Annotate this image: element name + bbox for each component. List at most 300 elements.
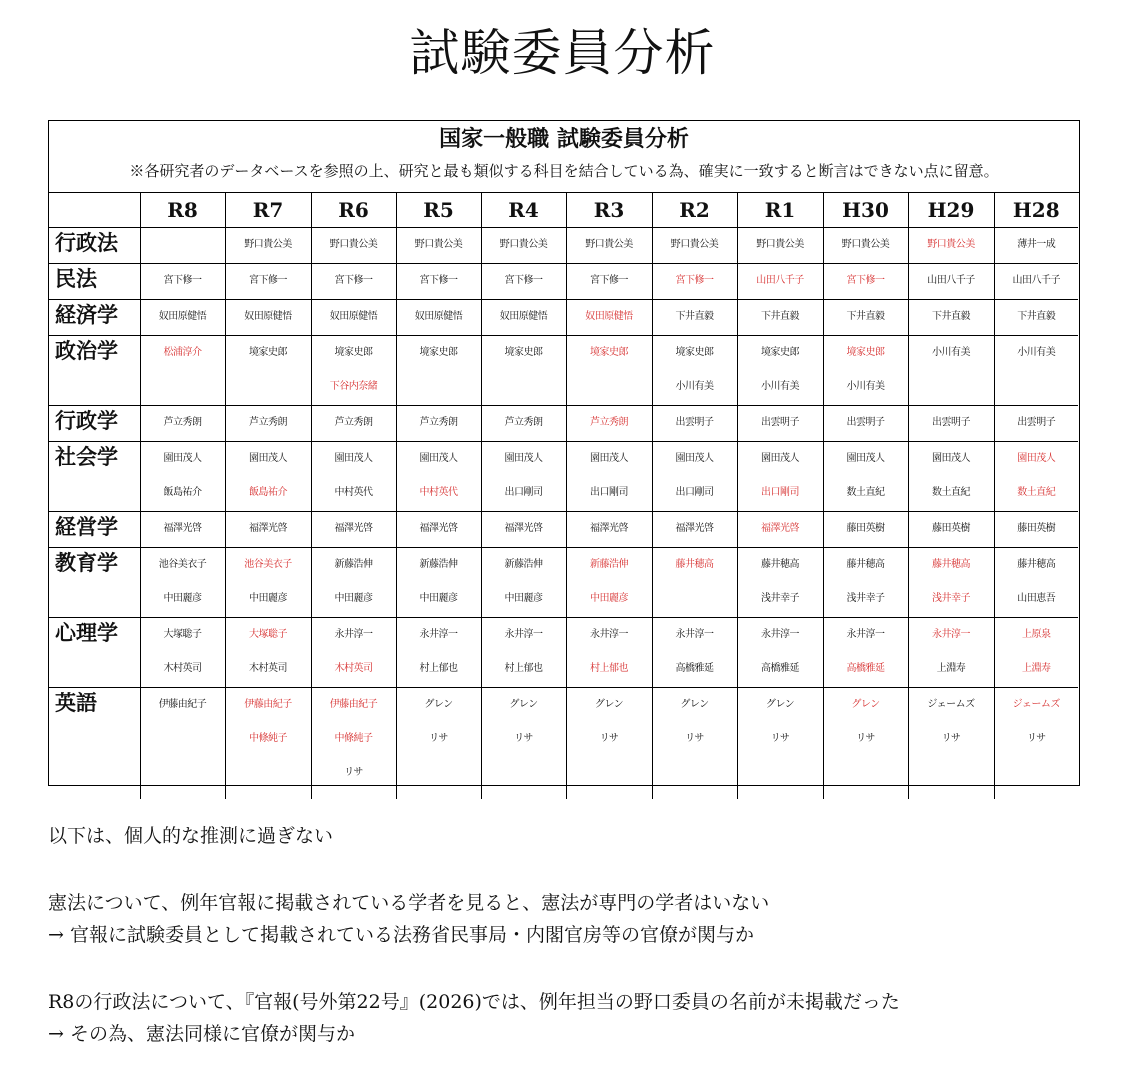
examiner-cell <box>737 688 823 800</box>
examiner-name-highlighted: 奴田原健悟 <box>585 311 633 322</box>
examiner-name: 永井淳一 <box>675 629 714 640</box>
examiner-name: 境家史郎 <box>761 347 799 358</box>
examiner-cell <box>823 688 908 800</box>
examiner-name-highlighted: グレン <box>851 699 880 710</box>
subject-label: 行政学 <box>49 406 140 442</box>
examiner-cell <box>481 228 566 264</box>
subject-row <box>49 300 1078 336</box>
examiner-name: 宮下修一 <box>163 275 202 286</box>
examiner-name: 小川有美 <box>1017 347 1056 358</box>
year-header: H29 <box>908 193 994 228</box>
examiner-name-highlighted: 浅井幸子 <box>932 593 970 604</box>
examiner-cell <box>140 618 225 688</box>
subject-row <box>49 442 1078 512</box>
examiner-name: 園田茂人 <box>590 453 628 464</box>
examiner-cell <box>566 512 652 548</box>
year-header: R8 <box>140 193 225 228</box>
examiner-name: 村上郁也 <box>504 663 543 674</box>
examiner-name: 野口貴公美 <box>244 239 292 250</box>
examiner-table <box>49 193 1078 799</box>
examiner-cell <box>140 336 225 406</box>
examiner-name: グレン <box>509 699 538 710</box>
commentary-line-3: → 官報に試験委員として掲載されている法務省民事局・内閣官房等の官僚が関与か <box>48 924 754 946</box>
subject-row <box>49 228 1078 264</box>
examiner-cell <box>311 442 396 512</box>
examiner-cell <box>481 688 566 800</box>
examiner-cell <box>481 512 566 548</box>
examiner-name-highlighted: 園田茂人 <box>1017 453 1056 464</box>
examiner-cell <box>823 406 908 442</box>
panel-disclaimer: ※各研究者のデータベースを参照の上、研究と最も類似する科目を結合している為、確実に一致すると断言はできない点に留意。 <box>129 162 999 180</box>
examiner-name: 中田麗彦 <box>249 593 287 604</box>
examiner-name-highlighted: 永井淳一 <box>932 629 970 640</box>
examiner-name: 高橋雅延 <box>761 663 799 674</box>
examiner-cell <box>823 300 908 336</box>
examiner-name-highlighted: 下谷内奈緒 <box>329 381 378 392</box>
examiner-name: 園田茂人 <box>163 453 202 464</box>
examiner-name: リサ <box>429 733 448 744</box>
subject-label: 経営学 <box>49 512 140 548</box>
examiner-name: リサ <box>599 733 619 744</box>
commentary-line-1: 以下は、個人的な推測に過ぎない <box>48 825 334 847</box>
examiner-cell <box>994 228 1078 264</box>
examiner-name: 園田茂人 <box>419 453 458 464</box>
examiner-cell <box>396 688 481 800</box>
examiner-name-highlighted: 高橋雅延 <box>846 663 885 674</box>
examiner-cell <box>994 406 1078 442</box>
examiner-cell <box>737 548 823 618</box>
examiner-name: グレン <box>424 699 453 710</box>
examiner-cell <box>311 228 396 264</box>
examiner-cell <box>311 512 396 548</box>
examiner-cell <box>823 512 908 548</box>
examiner-name: リサ <box>856 733 875 744</box>
panel-header <box>49 121 1079 193</box>
examiner-name: 福澤光啓 <box>249 523 287 534</box>
subject-row <box>49 688 1078 800</box>
subject-label: 経済学 <box>49 300 140 336</box>
examiner-cell <box>311 548 396 618</box>
examiner-name: 高橋雅延 <box>675 663 714 674</box>
examiner-cell <box>823 618 908 688</box>
examiner-name-highlighted: 芦立秀朗 <box>590 417 628 428</box>
examiner-name: 出雲明子 <box>846 417 885 428</box>
examiner-cell <box>823 228 908 264</box>
examiner-cell <box>225 442 311 512</box>
examiner-name: 下井直毅 <box>846 311 885 322</box>
examiner-name: 飯島祐介 <box>163 487 202 498</box>
examiner-name-highlighted: 村上郁也 <box>590 663 628 674</box>
examiner-cell <box>994 688 1078 800</box>
examiner-cell <box>652 228 737 264</box>
examiner-name: 永井淳一 <box>761 629 799 640</box>
examiner-name: 藤井穂高 <box>761 559 799 570</box>
examiner-cell <box>140 228 225 264</box>
examiner-name: リサ <box>685 733 704 744</box>
examiner-name-highlighted: 野口貴公美 <box>927 239 975 250</box>
examiner-name: リサ <box>770 733 790 744</box>
examiner-name-highlighted: 伊藤由紀子 <box>244 699 292 710</box>
examiner-name: 池谷美衣子 <box>158 559 207 570</box>
examiner-name: 奴田原健悟 <box>414 311 463 322</box>
examiner-cell <box>396 228 481 264</box>
subject-label: 行政法 <box>49 228 140 264</box>
examiner-name: 境家史郎 <box>249 347 287 358</box>
examiner-cell <box>652 300 737 336</box>
commentary <box>48 820 1088 1050</box>
examiner-cell <box>311 688 396 800</box>
commentary-line-4: R8の行政法について、『官報(号外第22号』(2026)では、例年担当の野口委員の名前が未掲載だった <box>48 991 900 1013</box>
examiner-name: 福澤光啓 <box>504 523 543 534</box>
examiner-name-highlighted: 山田八千子 <box>756 275 804 286</box>
examiner-name-highlighted: 上原泉 <box>1022 629 1051 640</box>
examiner-name: 小川有美 <box>761 381 799 392</box>
examiner-name: 浅井幸子 <box>761 593 799 604</box>
examiner-cell <box>908 618 994 688</box>
subject-row <box>49 618 1078 688</box>
subject-row <box>49 512 1078 548</box>
examiner-cell <box>481 336 566 406</box>
examiner-cell <box>481 548 566 618</box>
examiner-name: 下井直毅 <box>675 311 714 322</box>
examiner-name-highlighted: 数土直紀 <box>1017 487 1056 498</box>
examiner-name: 奴田原健悟 <box>244 311 292 322</box>
examiner-name: 新藤浩伸 <box>334 559 373 570</box>
examiner-cell <box>994 300 1078 336</box>
examiner-cell <box>396 442 481 512</box>
examiner-cell <box>908 512 994 548</box>
examiner-name-highlighted: 藤井穂高 <box>675 559 714 570</box>
examiner-cell <box>225 264 311 300</box>
subject-label: 英語 <box>49 688 140 800</box>
examiner-name-highlighted: 中村英代 <box>419 487 458 498</box>
examiner-cell <box>140 512 225 548</box>
examiner-cell <box>737 442 823 512</box>
examiner-cell <box>652 618 737 688</box>
examiner-name: 山田八千子 <box>1012 275 1060 286</box>
examiner-name: 新藤浩伸 <box>504 559 543 570</box>
examiner-cell <box>481 264 566 300</box>
page-title: 試験委員分析 <box>409 24 716 82</box>
examiner-name: 福澤光啓 <box>334 523 373 534</box>
examiner-name: 上淵寿 <box>936 663 966 674</box>
examiner-cell <box>566 406 652 442</box>
examiner-name-highlighted: 上淵寿 <box>1022 663 1051 674</box>
examiner-cell <box>140 406 225 442</box>
examiner-name: 山田恵吾 <box>1017 593 1056 604</box>
examiner-cell <box>737 228 823 264</box>
subject-label: 民法 <box>49 264 140 300</box>
examiner-name: 下井直毅 <box>761 311 799 322</box>
examiner-name-highlighted: 出口剛司 <box>761 487 799 498</box>
examiner-cell <box>908 300 994 336</box>
examiner-name: リサ <box>344 767 363 778</box>
examiner-name: ジェームズ <box>927 699 975 710</box>
examiner-name: 出雲明子 <box>1017 417 1056 428</box>
examiner-cell <box>908 406 994 442</box>
examiner-name: 永井淳一 <box>419 629 458 640</box>
examiner-name: 宮下修一 <box>590 275 628 286</box>
examiner-cell <box>908 228 994 264</box>
commentary-line-2: 憲法について、例年官報に掲載されている学者を見ると、憲法が専門の学者はいない <box>48 892 770 914</box>
examiner-cell <box>908 442 994 512</box>
examiner-cell <box>994 512 1078 548</box>
corner-cell <box>49 193 140 228</box>
examiner-name: 数土直紀 <box>846 487 885 498</box>
examiner-name: 野口貴公美 <box>670 239 719 250</box>
examiner-cell <box>481 406 566 442</box>
examiner-name: 小川有美 <box>675 381 714 392</box>
examiner-cell <box>225 406 311 442</box>
examiner-name-highlighted: 境家史郎 <box>590 347 628 358</box>
year-header: R3 <box>566 193 652 228</box>
subject-label: 政治学 <box>49 336 140 406</box>
examiner-cell <box>396 300 481 336</box>
examiner-name: 永井淳一 <box>334 629 373 640</box>
examiner-cell <box>481 300 566 336</box>
examiner-name: 中田麗彦 <box>334 593 373 604</box>
examiner-name: 奴田原健悟 <box>329 311 378 322</box>
examiner-name: 木村英司 <box>249 663 287 674</box>
examiner-name-highlighted: 木村英司 <box>334 663 373 674</box>
examiner-cell <box>994 618 1078 688</box>
examiner-cell <box>823 336 908 406</box>
examiner-name: 野口貴公美 <box>756 239 804 250</box>
year-header: H30 <box>823 193 908 228</box>
examiner-cell <box>481 618 566 688</box>
examiner-name: 中村英代 <box>334 487 373 498</box>
examiner-name: 永井淳一 <box>846 629 885 640</box>
examiner-name: 藤田英樹 <box>846 523 885 534</box>
examiner-name-highlighted: 境家史郎 <box>846 347 885 358</box>
examiner-name: 境家史郎 <box>419 347 458 358</box>
examiner-cell <box>396 406 481 442</box>
examiner-name-highlighted: 大塚聡子 <box>249 629 287 640</box>
subject-label: 教育学 <box>49 548 140 618</box>
examiner-cell <box>140 548 225 618</box>
examiner-cell <box>994 548 1078 618</box>
examiner-name: 園田茂人 <box>675 453 714 464</box>
examiner-cell <box>396 336 481 406</box>
examiner-cell <box>396 548 481 618</box>
examiner-cell <box>396 264 481 300</box>
examiner-name: 永井淳一 <box>504 629 543 640</box>
examiner-cell <box>994 336 1078 406</box>
examiner-cell <box>652 512 737 548</box>
examiner-cell <box>396 512 481 548</box>
examiner-name: 宮下修一 <box>249 275 287 286</box>
subject-row <box>49 548 1078 618</box>
examiner-name: 境家史郎 <box>675 347 714 358</box>
examiner-cell <box>823 264 908 300</box>
subject-label: 社会学 <box>49 442 140 512</box>
examiner-cell <box>225 548 311 618</box>
examiner-cell <box>823 548 908 618</box>
examiner-name: 野口貴公美 <box>499 239 548 250</box>
examiner-cell <box>311 336 396 406</box>
examiner-name-highlighted: 新藤浩伸 <box>590 559 628 570</box>
examiner-name: 数土直紀 <box>932 487 970 498</box>
examiner-cell <box>823 442 908 512</box>
examiner-cell <box>737 512 823 548</box>
examiner-cell <box>652 336 737 406</box>
examiner-name: 藤田英樹 <box>1017 523 1056 534</box>
examiner-cell <box>737 618 823 688</box>
examiner-cell <box>225 688 311 800</box>
examiner-name: リサ <box>514 733 533 744</box>
examiner-cell <box>140 264 225 300</box>
examiner-name-highlighted: 松浦淳介 <box>163 347 202 358</box>
examiner-name: 境家史郎 <box>334 347 373 358</box>
examiner-cell <box>566 300 652 336</box>
examiner-cell <box>396 618 481 688</box>
examiner-cell <box>566 548 652 618</box>
examiner-name: 境家史郎 <box>504 347 543 358</box>
examiner-cell <box>737 406 823 442</box>
year-header: R5 <box>396 193 481 228</box>
examiner-name: 下井直毅 <box>1017 311 1056 322</box>
examiner-name: 福澤光啓 <box>419 523 458 534</box>
examiner-name-highlighted: 池谷美衣子 <box>244 559 292 570</box>
examiner-name: 野口貴公美 <box>841 239 890 250</box>
examiner-name: 野口貴公美 <box>329 239 378 250</box>
examiner-name: 藤井穂高 <box>846 559 885 570</box>
examiner-cell <box>225 228 311 264</box>
examiner-name-highlighted: 飯島祐介 <box>249 487 287 498</box>
year-header: R4 <box>481 193 566 228</box>
examiner-name: 出口剛司 <box>675 487 714 498</box>
examiner-cell <box>652 548 737 618</box>
year-header-row <box>49 193 1078 228</box>
examiner-name-highlighted: 宮下修一 <box>675 275 714 286</box>
examiner-cell <box>140 442 225 512</box>
examiner-cell <box>908 336 994 406</box>
year-header: R7 <box>225 193 311 228</box>
examiner-name: 永井淳一 <box>590 629 628 640</box>
subject-label: 心理学 <box>49 618 140 688</box>
examiner-name: 伊藤由紀子 <box>158 699 207 710</box>
examiner-cell <box>652 406 737 442</box>
examiner-name: 新藤浩伸 <box>419 559 458 570</box>
examiner-name: 福澤光啓 <box>163 523 202 534</box>
examiner-name: 芦立秀朗 <box>504 417 543 428</box>
examiner-name: 出雲明子 <box>675 417 714 428</box>
examiner-name: 福澤光啓 <box>675 523 714 534</box>
examiner-cell <box>481 442 566 512</box>
examiner-cell <box>737 300 823 336</box>
examiner-name: 園田茂人 <box>761 453 799 464</box>
examiner-name: 出雲明子 <box>932 417 970 428</box>
examiner-cell <box>652 688 737 800</box>
examiner-name: グレン <box>765 699 795 710</box>
examiner-name: 下井直毅 <box>932 311 970 322</box>
subject-row <box>49 264 1078 300</box>
examiner-cell <box>908 688 994 800</box>
examiner-cell <box>908 548 994 618</box>
examiner-name: グレン <box>594 699 624 710</box>
examiner-name: リサ <box>1026 733 1046 744</box>
examiner-name: 薄井一成 <box>1017 239 1056 250</box>
panel-title: 国家一般職 試験委員分析 <box>439 126 689 152</box>
examiner-name: 中田麗彦 <box>419 593 458 604</box>
examiner-cell <box>225 618 311 688</box>
examiner-cell <box>652 442 737 512</box>
examiner-name-highlighted: ジェームズ <box>1012 699 1060 710</box>
examiner-name-highlighted: 福澤光啓 <box>761 523 799 534</box>
examiner-cell <box>994 264 1078 300</box>
examiner-cell <box>566 688 652 800</box>
examiner-cell <box>566 336 652 406</box>
examiner-name: 宮下修一 <box>504 275 543 286</box>
examiner-name: 園田茂人 <box>932 453 970 464</box>
year-header: R6 <box>311 193 396 228</box>
examiner-name-highlighted: 宮下修一 <box>846 275 885 286</box>
examiner-cell <box>566 618 652 688</box>
examiner-name-highlighted: 中條純子 <box>334 733 373 744</box>
examiner-cell <box>566 264 652 300</box>
examiner-name-highlighted: 中條純子 <box>249 733 287 744</box>
examiner-cell <box>311 618 396 688</box>
examiner-name: 奴田原健悟 <box>499 311 548 322</box>
examiner-cell <box>566 228 652 264</box>
examiner-cell <box>311 300 396 336</box>
examiner-name: 小川有美 <box>932 347 970 358</box>
examiner-cell <box>737 336 823 406</box>
examiner-cell <box>225 512 311 548</box>
examiner-name: リサ <box>941 733 961 744</box>
examiner-name: 芦立秀朗 <box>334 417 373 428</box>
examiner-name: 浅井幸子 <box>846 593 885 604</box>
examiner-name: 芦立秀朗 <box>419 417 458 428</box>
examiner-cell <box>652 264 737 300</box>
examiner-name: 奴田原健悟 <box>158 311 207 322</box>
examiner-name-highlighted: 藤井穂高 <box>932 559 970 570</box>
subject-row <box>49 336 1078 406</box>
examiner-name: 藤井穂高 <box>1017 559 1056 570</box>
year-header: R2 <box>652 193 737 228</box>
examiner-name: 小川有美 <box>846 381 885 392</box>
year-header: H28 <box>994 193 1078 228</box>
examiner-cell <box>140 688 225 800</box>
examiner-cell <box>994 442 1078 512</box>
year-header: R1 <box>737 193 823 228</box>
examiner-name: 園田茂人 <box>504 453 543 464</box>
examiner-name: 村上郁也 <box>419 663 458 674</box>
examiner-name: 藤田英樹 <box>932 523 970 534</box>
examiner-name-highlighted: 中田麗彦 <box>590 593 628 604</box>
examiner-cell <box>225 336 311 406</box>
examiner-name: 芦立秀朗 <box>163 417 202 428</box>
examiner-name: 出雲明子 <box>761 417 799 428</box>
examiner-cell <box>225 300 311 336</box>
examiner-name: 園田茂人 <box>249 453 287 464</box>
examiner-analysis-panel <box>48 120 1080 786</box>
examiner-cell <box>140 300 225 336</box>
subject-row <box>49 406 1078 442</box>
examiner-name: 芦立秀朗 <box>249 417 287 428</box>
examiner-cell <box>311 264 396 300</box>
examiner-cell <box>908 264 994 300</box>
examiner-name: 宮下修一 <box>334 275 373 286</box>
examiner-name: 山田八千子 <box>927 275 975 286</box>
examiner-name: 園田茂人 <box>334 453 373 464</box>
examiner-name: 宮下修一 <box>419 275 458 286</box>
examiner-cell <box>311 406 396 442</box>
examiner-cell <box>566 442 652 512</box>
commentary-line-5: → その為、憲法同様に官僚が関与か <box>48 1023 355 1045</box>
examiner-name: 中田麗彦 <box>163 593 202 604</box>
examiner-cell <box>737 264 823 300</box>
